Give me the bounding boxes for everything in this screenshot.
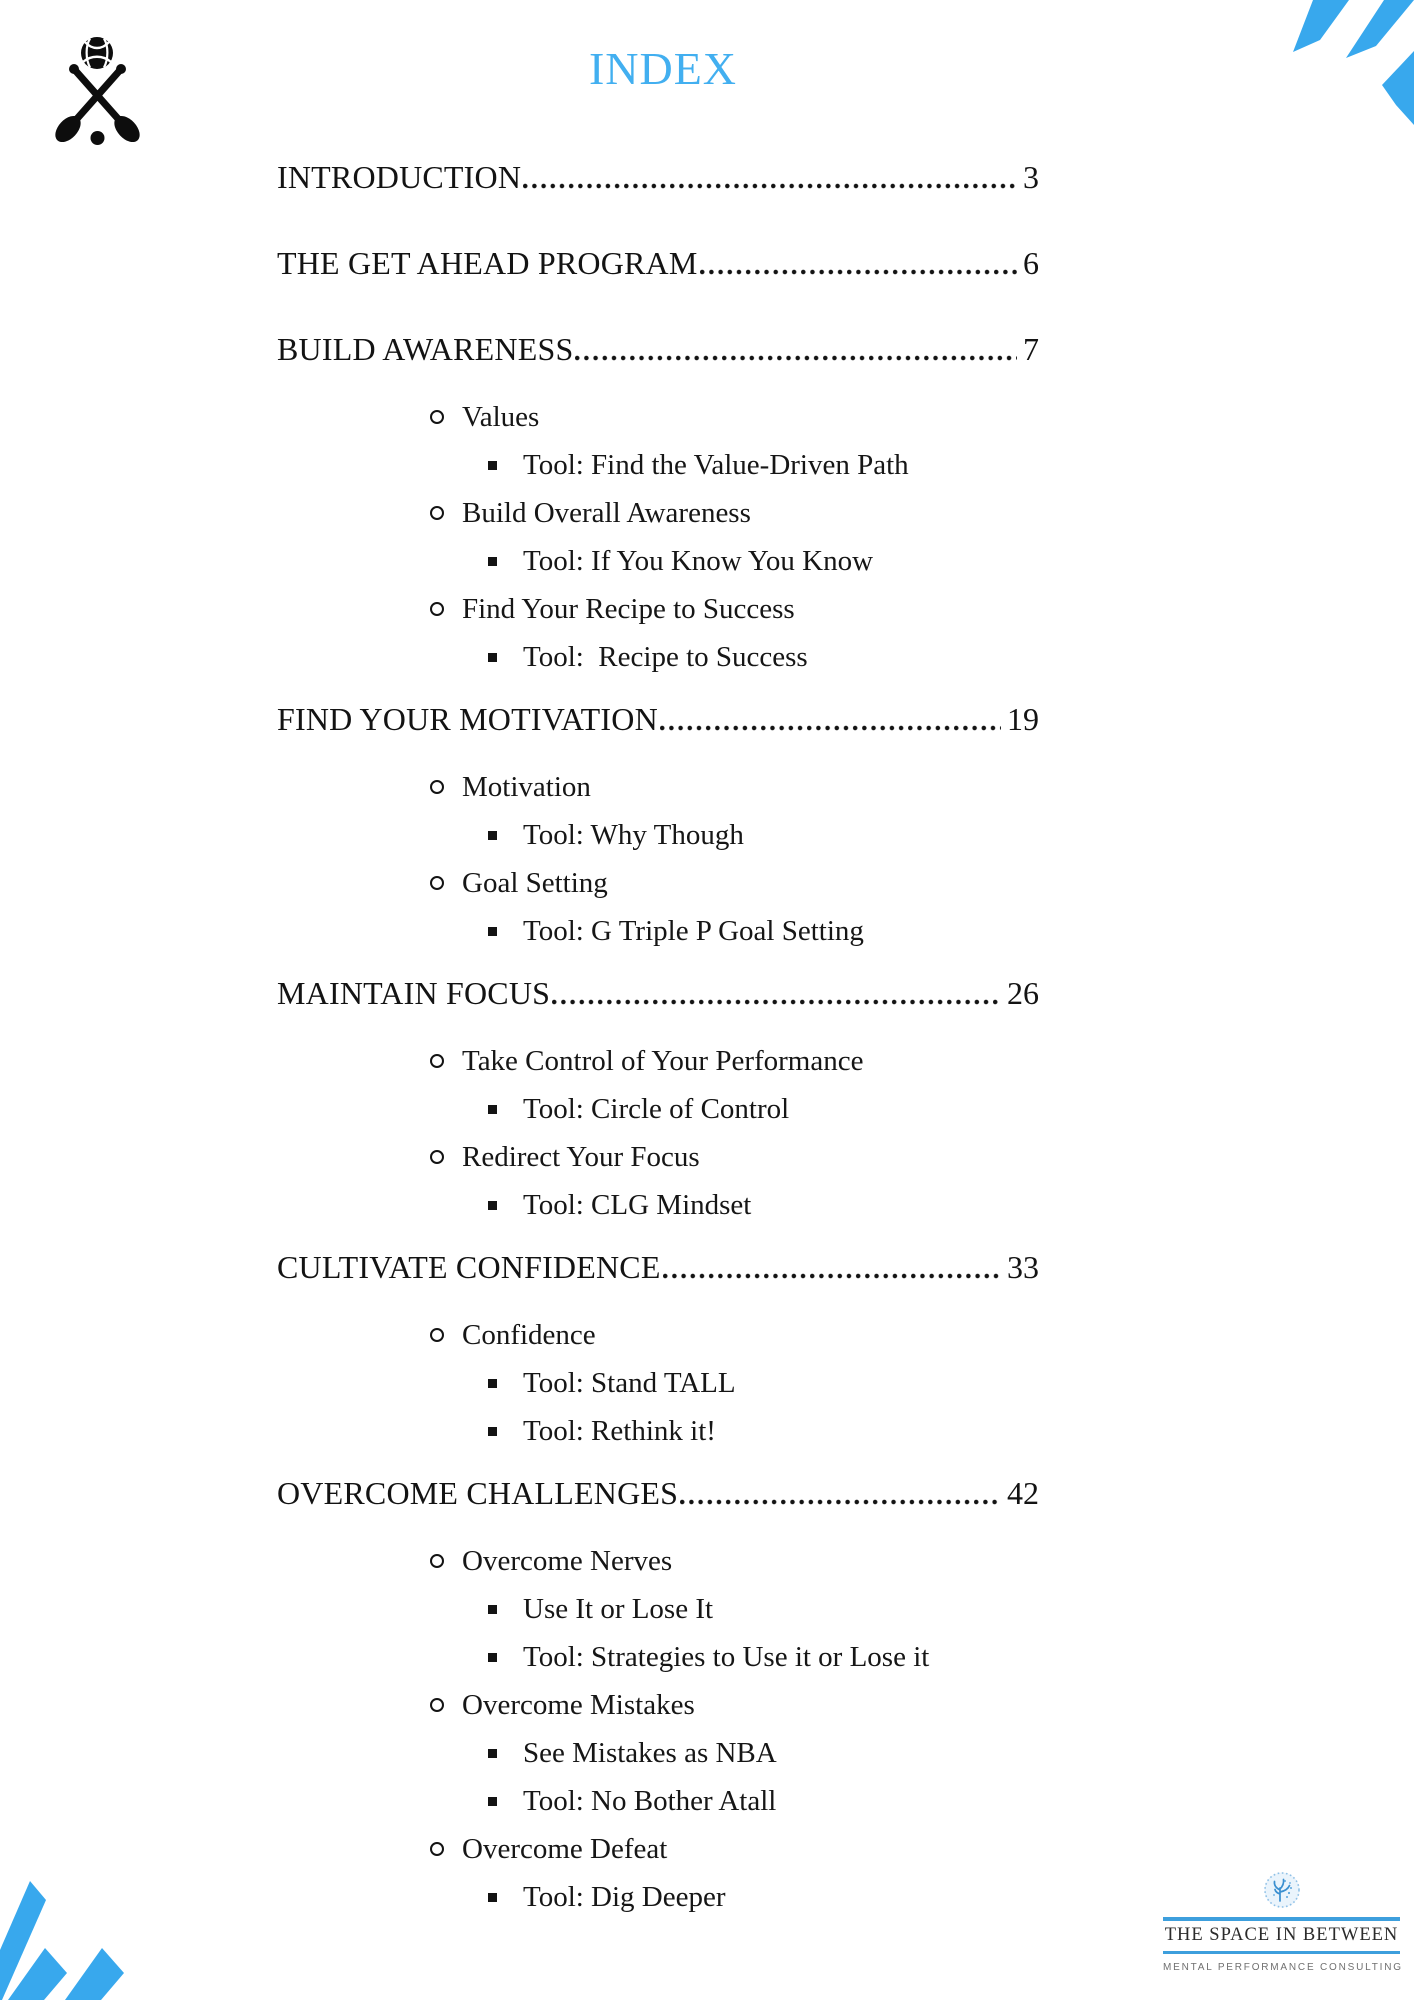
bullet-square-icon [488, 1427, 497, 1436]
toc-item-label: Use It or Lose It [523, 1593, 714, 1625]
bullet-square-icon [488, 461, 497, 470]
page-number: 26 [1007, 975, 1039, 1011]
toc-heading-row [277, 244, 1039, 282]
toc-item-row [488, 1734, 777, 1772]
toc-item-row [488, 638, 808, 676]
bullet-square-icon [488, 1201, 497, 1210]
toc-item-label: Motivation [462, 771, 591, 803]
bullet-square-icon [488, 1797, 497, 1806]
page-number: 42 [1007, 1475, 1039, 1511]
bullet-square-icon [488, 831, 497, 840]
toc-item-row [488, 1638, 929, 1676]
bullet-square-icon [488, 1653, 497, 1662]
toc-item-label: Build Overall Awareness [462, 497, 751, 529]
toc-item-label: Redirect Your Focus [462, 1141, 700, 1173]
toc-item-label: Tool: Rethink it! [523, 1415, 716, 1447]
brand-tagline: MENTAL PERFORMANCE CONSULTING [1163, 1962, 1403, 1973]
toc-item-label: Overcome Defeat [462, 1833, 668, 1865]
bullet-circle-icon [430, 780, 444, 794]
bullet-circle-icon [430, 602, 444, 616]
bullet-circle-icon [430, 1054, 444, 1068]
toc-item-label: Tool: No Bother Atall [523, 1785, 777, 1817]
toc-item-row [488, 816, 744, 854]
toc-item-row [488, 912, 864, 950]
toc-heading-row [277, 330, 1039, 368]
bullet-circle-icon [430, 1554, 444, 1568]
toc-item-row [430, 1042, 863, 1080]
toc-item-row [488, 1412, 716, 1450]
toc-heading-label: MAINTAIN FOCUS [277, 975, 551, 1011]
toc-item-label: Tool: Strategies to Use it or Lose it [523, 1641, 930, 1673]
toc-item-row [488, 1590, 713, 1628]
bullet-square-icon [488, 1379, 497, 1388]
page-number: 7 [1023, 331, 1039, 367]
toc-heading-label: INTRODUCTION [277, 159, 522, 195]
toc-item-row [488, 542, 873, 580]
toc-item-label: Tool: Why Though [523, 819, 744, 851]
toc-heading-label: BUILD AWARENESS [277, 331, 574, 367]
toc-heading-label: OVERCOME CHALLENGES [277, 1475, 679, 1511]
bullet-square-icon [488, 1105, 497, 1114]
toc-item-label: See Mistakes as NBA [523, 1737, 777, 1769]
toc-item-row [488, 446, 909, 484]
bullet-circle-icon [430, 1150, 444, 1164]
toc-item-row [430, 1686, 695, 1724]
dot-leader [523, 183, 1017, 189]
bullet-circle-icon [430, 1328, 444, 1342]
toc-item-label: Confidence [462, 1319, 596, 1351]
toc-item-label: Goal Setting [462, 867, 608, 899]
toc-heading-row [277, 1248, 1039, 1286]
toc-item-row [430, 590, 795, 628]
page-number: 33 [1007, 1249, 1039, 1285]
bullet-square-icon [488, 1893, 497, 1902]
bullet-circle-icon [430, 410, 444, 424]
page-number: 6 [1023, 245, 1039, 281]
toc-item-row [430, 398, 539, 436]
dot-leader [700, 269, 1017, 275]
bullet-circle-icon [430, 1842, 444, 1856]
page-number: 19 [1007, 701, 1039, 737]
toc-item-label: Find Your Recipe to Success [462, 593, 795, 625]
brand-divider-bottom [1163, 1951, 1400, 1955]
toc-item-label: Tool: G Triple P Goal Setting [523, 915, 864, 947]
dot-leader [660, 725, 1001, 731]
bullet-square-icon [488, 1749, 497, 1758]
toc-item-row [488, 1186, 751, 1224]
toc-item-row [430, 768, 591, 806]
toc-item-label: Tool: Recipe to Success [523, 641, 808, 673]
bullet-circle-icon [430, 876, 444, 890]
toc-heading-row [277, 1474, 1039, 1512]
toc-item-row [488, 1364, 736, 1402]
bullet-square-icon [488, 557, 497, 566]
toc-item-row [488, 1090, 789, 1128]
toc-heading-row [277, 974, 1039, 1012]
toc-item-label: Overcome Nerves [462, 1545, 673, 1577]
toc-item-label: Tool: Find the Value-Driven Path [523, 449, 909, 481]
bullet-circle-icon [430, 1698, 444, 1712]
toc-heading-label: FIND YOUR MOTIVATION [277, 701, 658, 737]
dot-leader [680, 1499, 1001, 1505]
dotted-head-tree-icon [1262, 1870, 1302, 1910]
dot-leader [663, 1273, 1001, 1279]
page-title: INDEX [588, 43, 738, 94]
toc-item-row [430, 864, 608, 902]
bullet-circle-icon [430, 506, 444, 520]
toc-item-row [430, 494, 751, 532]
toc-item-label: Take Control of Your Performance [462, 1045, 864, 1077]
footer-brand [1163, 1870, 1403, 1973]
toc-heading-label: THE GET AHEAD PROGRAM [277, 245, 698, 281]
toc-item-label: Tool: CLG Mindset [523, 1189, 752, 1221]
dot-leader [552, 999, 1001, 1005]
toc-item-label: Tool: If You Know You Know [523, 545, 874, 577]
toc-item-row [430, 1138, 700, 1176]
bullet-square-icon [488, 1605, 497, 1614]
toc-item-label: Values [462, 401, 540, 433]
toc-item-row [430, 1542, 672, 1580]
bullet-square-icon [488, 927, 497, 936]
toc-item-label: Tool: Circle of Control [523, 1093, 790, 1125]
dot-leader [575, 355, 1017, 361]
page-number: 3 [1023, 159, 1039, 195]
toc-heading-label: CULTIVATE CONFIDENCE [277, 1249, 661, 1285]
toc-item-label: Overcome Mistakes [462, 1689, 695, 1721]
toc-item-row [488, 1782, 776, 1820]
toc-item-label: Tool: Stand TALL [523, 1367, 736, 1399]
brand-name: THE SPACE IN BETWEEN [1164, 1924, 1399, 1945]
toc-item-row [430, 1830, 667, 1868]
toc-item-label: Tool: Dig Deeper [523, 1881, 726, 1913]
toc-heading-row [277, 158, 1039, 196]
toc-heading-row [277, 700, 1039, 738]
bullet-square-icon [488, 653, 497, 662]
toc-item-row [430, 1316, 596, 1354]
toc-item-row [488, 1878, 726, 1916]
